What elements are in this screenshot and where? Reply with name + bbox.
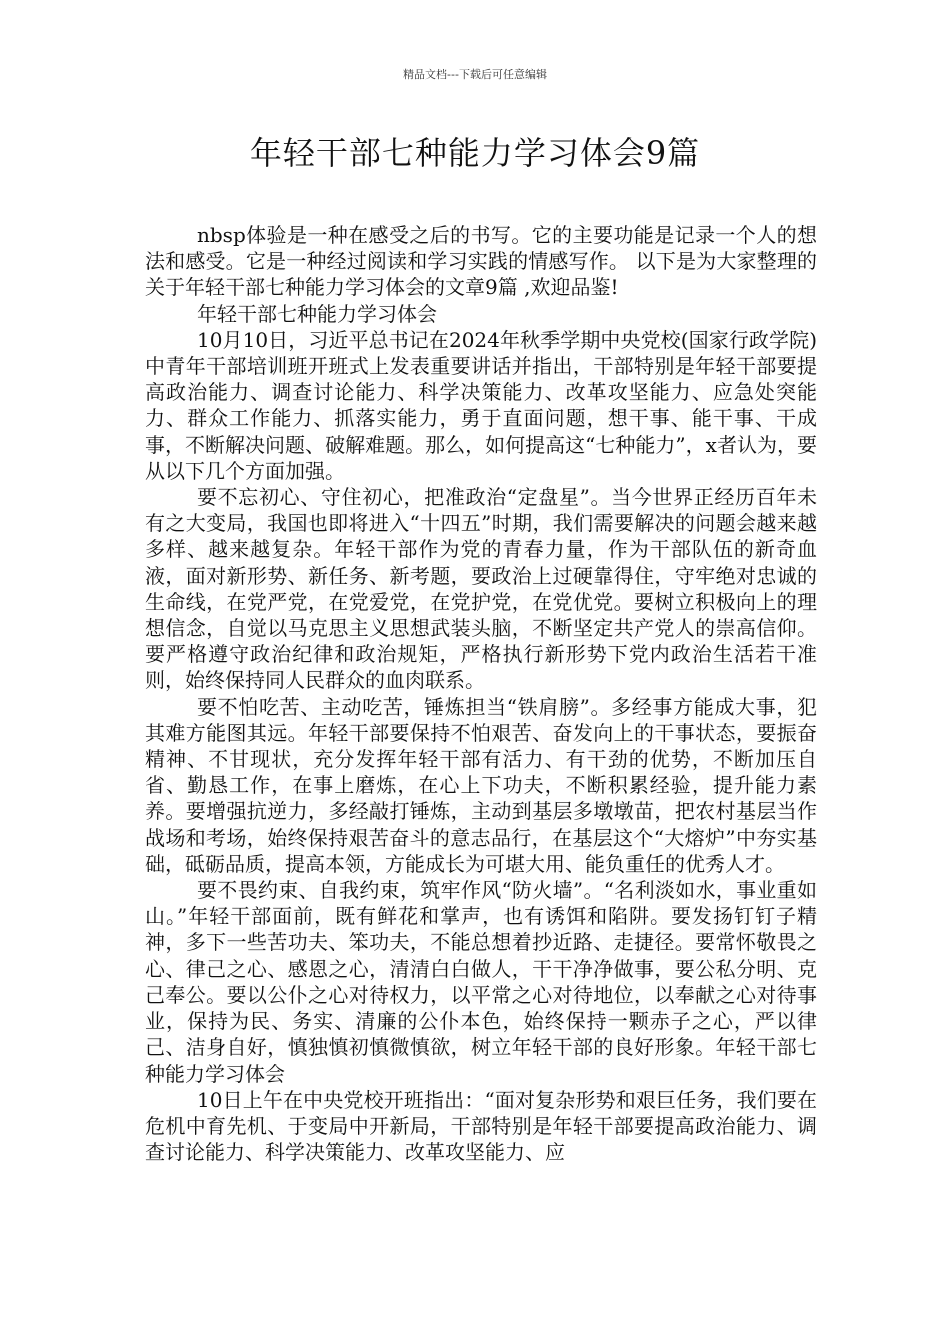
paragraph: 10日上午在中央党校开班指出：“面对复杂形势和艰巨任务，我们要在危机中育先机、于变局中开新局，干部特别是年轻干部要提高政治能力、调查讨论能力、科学决策能力、改革攻坚能力、应	[145, 1087, 817, 1165]
paragraph: 10月10日，习近平总书记在2024年秋季学期中央党校(国家行政学院)中青年干部培训班开班式上发表重要讲话并指出，干部特别是年轻干部要提高政治能力、调查讨论能力、科学决策能力、改革攻坚能力、应急处突能力、群众工作能力、抓落实能力，勇于直面问题，想干事、能干事、干成事，不断解决问题、破解难题。那么，如何提高这“七种能力”，x者认为，要从以下几个方面加强。	[145, 327, 817, 483]
document-title: 年轻干部七种能力学习体会9篇	[249, 134, 701, 172]
paragraph: 要不忘初心、守住初心，把准政治“定盘星”。当今世界正经历百年未有之大变局，我国也即将进入“十四五”时期，我们需要解决的问题会越来越多样、越来越复杂。年轻干部作为党的青春力量，作为干部队伍的新奇血液，面对新形势、新任务、新考题，要政治上过硬靠得住，守牢绝对忠诚的生命线，在党严党，在党爱党，在党护党，在党优党。要树立积极向上的理想信念，自觉以马克思主义思想武装头脑，不断坚定共产党人的崇高信仰。要严格遵守政治纪律和政治规矩，严格执行新形势下党内政治生活若干准则，始终保持同人民群众的血肉联系。	[145, 485, 817, 693]
paragraph: 要不怕吃苦、主动吃苦，锤炼担当“铁肩膀”。多经事方能成大事，犯其难方能图其远。年轻干部要保持不怕艰苦、奋发向上的干事状态，要振奋精神、不甘现状，充分发挥年轻干部有活力、有干劲的优势，不断加压自省、勤恳工作，在事上磨炼，在心上下功夫，不断积累经验，提升能力素养。要增强抗逆力，多经敲打锤炼，主动到基层多墩墩苗，把农村基层当作战场和考场，始终保持艰苦奋斗的意志品行，在基层这个“大熔炉”中夯实基础，砥砺品质，提高本领，方能成长为可堪大用、能负重任的优秀人才。	[145, 694, 817, 876]
paragraph-intro: nbsp体验是一种在感受之后的书写。它的主要功能是记录一个人的想法和感受。它是一种经过阅读和学习实践的情感写作。 以下是为大家整理的关于年轻干部七种能力学习体会的文章9篇 ,欢迎品鉴!	[145, 223, 817, 300]
paragraph-subtitle: 年轻干部七种能力学习体会	[197, 301, 437, 326]
document-body	[145, 222, 817, 1165]
header-note: 精品文档---下载后可任意编辑	[403, 68, 547, 81]
paragraph: 要不畏约束、自我约束，筑牢作风“防火墙”。“名利淡如水，事业重如山。”年轻干部面前，既有鲜花和掌声，也有诱饵和陷阱。要发扬钉钉子精神，多下一些苦功夫、笨功夫，不能总想着抄近路、走捷径。要常怀敬畏之心、律己之心、感恩之心，清清白白做人，干干净净做事，要公私分明、克己奉公。要以公仆之心对待权力，以平常之心对待地位，以奉献之心对待事业，保持为民、务实、清廉的公仆本色，始终保持一颗赤子之心，严以律己、洁身自好，慎独慎初慎微慎欲，树立年轻干部的良好形象。年轻干部七种能力学习体会	[145, 878, 817, 1086]
